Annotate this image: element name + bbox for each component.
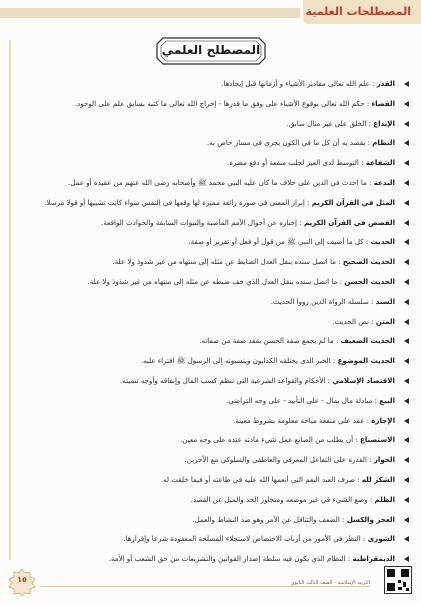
term-definition: : علم الله تعالى مقادير الأشياء و أزمانها قبل إيجادها. <box>221 79 375 88</box>
bullet-arrow-icon <box>404 517 409 523</box>
bullet-arrow-icon <box>404 418 409 424</box>
bullet-arrow-icon <box>404 200 409 206</box>
bullet-arrow-icon <box>404 239 409 245</box>
bullet-arrow-icon <box>404 220 409 226</box>
term-label: الظلم <box>374 494 395 504</box>
term-definition: : الأحكام والقواعد الشرعية التي تنظم كسب المال وإنفاقه وأوجه تنميته. <box>120 375 331 385</box>
bullet-arrow-icon <box>404 457 409 463</box>
page-title: المصطلح العلمي <box>161 43 261 57</box>
term-definition: : وضع الشيء في غير موضعه ومتجاوز الحد والميل عن القصد. <box>190 494 373 504</box>
term-entry <box>18 510 409 530</box>
term-definition: : ما احدث في الدين على خلاف ما كان عليه النبي محمد ﷺ وأصحابه رضي الله عنهم من عقيدة أو عمل. <box>68 177 372 187</box>
term-definition: : الخبر الذي يختلقه الكذابون وينسبونه إلى الرسول ﷺ افتراء عليه. <box>140 356 336 366</box>
term-definition: : حكم الله تعالى بوقوع الأشياء على وفق ما قدرها - إخراج الله تعالى ما كتبه بسابق علم على الوجود. <box>74 98 370 108</box>
term-label: القضاء <box>371 98 395 108</box>
term-entry <box>18 331 409 351</box>
term-label: الإبداع <box>373 118 395 128</box>
term-entry <box>18 173 409 193</box>
term-entry <box>18 450 409 470</box>
term-label: الحديث الصحيح <box>342 257 395 267</box>
term-label: الحديث الضعيف <box>340 336 395 346</box>
bullet-arrow-icon <box>404 437 409 443</box>
bullet-arrow-icon <box>404 121 409 127</box>
title-frame <box>155 36 267 66</box>
term-definition: : ما اتصل سنده بنقل العدل الذي خف ضبطه عن مثله إلى منتهاه من غير شذوذ ولا علة. <box>87 276 342 286</box>
bullet-arrow-icon <box>404 279 409 285</box>
term-label: البيع <box>379 395 395 405</box>
bullet-arrow-icon <box>404 358 409 364</box>
term-entry <box>18 411 409 431</box>
term-entry <box>18 114 409 134</box>
term-definition: : سلسلة الرواة الذين رووا الحديث. <box>270 296 374 306</box>
term-label: الحديث <box>370 237 395 247</box>
qr-code-icon <box>384 566 412 594</box>
term-label: الشورى <box>367 534 395 544</box>
term-entry <box>18 213 409 233</box>
bullet-arrow-icon <box>404 319 409 325</box>
bullet-arrow-icon <box>404 497 409 503</box>
section-title: المصطلحات العلمية <box>305 5 411 18</box>
bullet-arrow-icon <box>404 101 409 107</box>
term-entry <box>18 549 409 569</box>
term-label: الاقتصاد الإسلامي <box>332 375 395 385</box>
footer-divider <box>40 586 370 587</box>
term-entry <box>18 292 409 312</box>
term-entry <box>18 272 409 292</box>
header-tab <box>303 0 421 24</box>
term-entry <box>18 529 409 549</box>
term-definition: : النظر في الأمور من أرباب الاختصاص لاستجلاء المصلحة المفقودة شرعا وإقرارها. <box>123 534 366 544</box>
term-label: الاستصناع <box>360 435 395 445</box>
term-definition: : الضعف والتثاقل عن الأمر وهو ضد النشاط والعمل. <box>192 514 345 524</box>
term-definition: : ما اتصل سنده بنقل العدل الضابط عن مثله إلى منتهاه من غير شذوذ ولا علة. <box>112 257 341 267</box>
term-definition: : إبراز المعنى في صورة رائعة مميزة لها وقعها في النفس سواء كانت تشبيها أو قولا مرسلا. <box>44 197 310 207</box>
bullet-arrow-icon <box>404 140 409 146</box>
term-label: المثل في القرآن الكريم <box>311 197 395 207</box>
bullet-arrow-icon <box>404 378 409 384</box>
term-entry <box>18 391 409 411</box>
term-definition: : التوسط لدى الغير لجلب منفعة أو دفع مضرة. <box>227 158 364 168</box>
footer-caption: التربية الإسلامية - الصف الثالث الثانوي <box>290 580 370 586</box>
terms-list <box>18 74 409 569</box>
term-entry <box>18 133 409 153</box>
term-definition: : النظام الذي يكون فيه سلطة إصدار القوانين والتشريعات من حق الشعب أو الأمة. <box>108 554 351 564</box>
term-label: القصص في القرآن الكريم <box>303 217 395 227</box>
bullet-arrow-icon <box>404 81 409 87</box>
term-definition: : صرف العبد النعم التي أنعمها الله عليه في طاعته أو فيما خلقت له. <box>160 474 360 484</box>
term-label: العجز والكسل <box>346 514 395 524</box>
term-definition: : مبادلة مال بمال - على التأبيد - على وجه التراضي. <box>225 395 377 405</box>
bullet-arrow-icon <box>404 160 409 166</box>
term-label: المتن <box>375 316 395 326</box>
term-definition: : نص الحديث. <box>332 316 374 326</box>
term-entry <box>18 232 409 252</box>
term-label: السند <box>375 296 395 306</box>
term-entry <box>18 252 409 272</box>
term-definition: : عقد على منفعة مباحة معلومة بشروط معينة. <box>233 415 369 425</box>
term-definition: : إخباره عن أحوال الأمم الماضية والنبوات السابقة والحوادث الواقعة. <box>101 217 302 227</box>
term-entry <box>18 94 409 114</box>
term-label: البدعة <box>373 177 395 187</box>
term-entry <box>18 430 409 450</box>
term-entry <box>18 312 409 332</box>
header-band <box>0 8 300 18</box>
term-label: القدر <box>376 79 395 88</box>
term-definition: : يقصد به أن كل ما في الكون يجري في مسار خاص به. <box>206 138 370 148</box>
term-label: الشفاعة <box>365 158 395 168</box>
side-ornament <box>9 40 11 560</box>
bullet-arrow-icon <box>404 299 409 305</box>
bullet-arrow-icon <box>404 338 409 344</box>
bullet-arrow-icon <box>404 536 409 542</box>
term-entry <box>18 470 409 490</box>
term-definition: : القدرة على التفاعل المعرفي والعاطفي والسلوكي مع الآخرين. <box>184 455 372 465</box>
term-label: الديمقراطية <box>352 554 395 564</box>
term-entry <box>18 371 409 391</box>
bullet-arrow-icon <box>404 180 409 186</box>
term-label: النظام <box>372 138 395 148</box>
term-label: الإجارة <box>371 415 395 425</box>
term-definition: : الخلق على غير مثال سابق. <box>286 118 371 128</box>
bullet-arrow-icon <box>404 259 409 265</box>
term-label: الحوار <box>373 455 395 465</box>
bullet-arrow-icon <box>404 556 409 562</box>
header-bar <box>0 0 421 26</box>
term-label: الحديث الحسن <box>344 276 395 286</box>
bullet-arrow-icon <box>404 398 409 404</box>
term-definition: : كل ما أضيف إلى النبي ﷺ من قول أو فعل أو تقرير أو صفة. <box>188 237 369 247</box>
term-definition: : أن يطلب من الصانع عمل شيء مادته عنده على وجه معين. <box>180 435 358 445</box>
term-entry <box>18 74 409 94</box>
bullet-arrow-icon <box>404 477 409 483</box>
page-number: ١٥ <box>17 575 27 584</box>
term-entry <box>18 193 409 213</box>
term-entry <box>18 153 409 173</box>
term-label: الحديث الموضوع <box>337 356 395 366</box>
term-definition: : ما لم يجمع صفة الحسن بفقد صفة من صفاته. <box>199 336 339 346</box>
term-label: الشكر لله <box>361 474 395 484</box>
term-entry <box>18 351 409 371</box>
term-entry <box>18 490 409 510</box>
